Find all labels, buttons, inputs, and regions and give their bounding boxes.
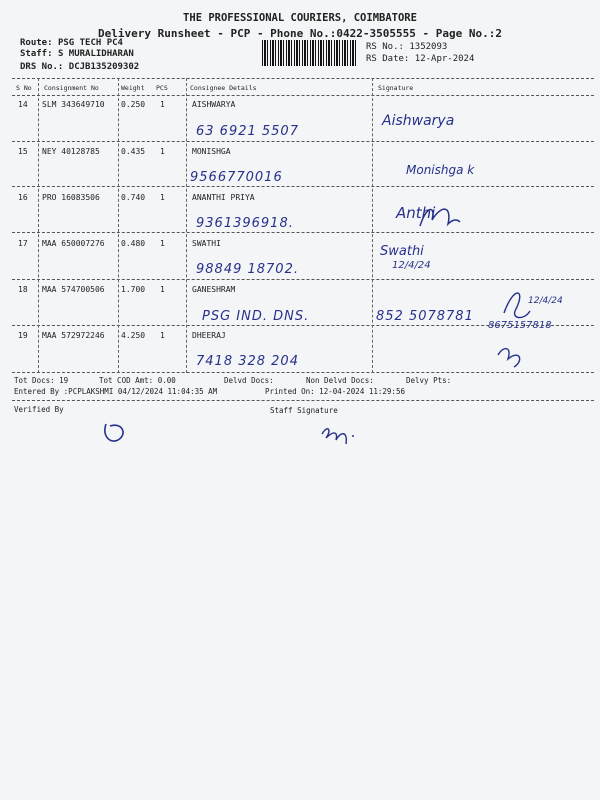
handwritten-date: 12/4/24 (392, 260, 431, 271)
handwritten-signature: Anthi (396, 204, 436, 222)
row-sno: 15 (18, 147, 28, 156)
row-weight: 0.250 (121, 100, 146, 109)
barcode (262, 40, 358, 66)
delivery-points: Delvy Pts: (406, 376, 452, 385)
delivered-docs: Delvd Docs: (224, 376, 274, 385)
row-consignment: PRO 16083506 (42, 193, 100, 202)
col-header-consignment: Consignment No (44, 84, 99, 92)
row-sno: 16 (18, 193, 28, 202)
staff-signature-scribble (318, 420, 364, 448)
row-weight: 0.480 (121, 239, 146, 248)
row-consignee: DHEERAJ (192, 331, 226, 340)
handwritten-phone: 9361396918. (196, 216, 294, 231)
company-title: THE PROFESSIONAL COURIERS, COIMBATORE (183, 12, 417, 24)
row-consignee: MONISHGA (192, 147, 231, 156)
signature-scribble (490, 285, 550, 375)
staff-line (20, 49, 134, 59)
staff-signature-label: Staff Signature (270, 406, 338, 415)
row-consignee: ANANTHI PRIYA (192, 193, 255, 202)
total-cod: Tot COD Amt: 0.00 (99, 376, 176, 385)
row-sno: 14 (18, 100, 28, 109)
total-docs: Tot Docs: 19 (14, 376, 69, 385)
row-pcs: 1 (160, 285, 165, 294)
rs-no-line (366, 42, 447, 52)
rs-date-label: RS Date: (366, 54, 410, 64)
row-divider (12, 141, 594, 142)
row-consignment: MAA 572972246 (42, 331, 105, 340)
col-header-pcs: PCS (156, 84, 168, 92)
row-consignment: NEY 40128785 (42, 147, 100, 156)
rs-no-label: RS No.: (366, 42, 404, 52)
row-sno: 19 (18, 331, 28, 340)
handwritten-phone: 9566770016 (190, 170, 283, 185)
row-consignment: SLM 343649710 (42, 100, 105, 109)
drs-label: DRS No.: (20, 62, 64, 72)
column-divider (38, 78, 39, 373)
row-sno: 18 (18, 285, 28, 294)
handwritten-address: PSG IND. DNS. (202, 309, 310, 324)
row-divider (12, 232, 594, 233)
drs-value: DCJB135209302 (68, 62, 140, 72)
row-weight: 1.700 (121, 285, 146, 294)
column-divider (118, 78, 119, 373)
handwritten-phone: 63 6921 5507 (196, 124, 299, 139)
handwritten-date: 12/4/24 (528, 296, 563, 306)
verified-by-signature (100, 418, 136, 446)
handwritten-signature: Aishwarya (382, 113, 455, 129)
row-consignee: SWATHI (192, 239, 221, 248)
row-weight: 0.435 (121, 147, 146, 156)
col-header-consignee: Consignee Details (190, 84, 257, 92)
rs-date-value: 12-Apr-2024 (414, 54, 475, 64)
footer-rule (12, 400, 594, 401)
row-sno: 17 (18, 239, 28, 248)
col-header-weight: Weight (121, 84, 145, 92)
row-consignee: GANESHRAM (192, 285, 236, 294)
col-header-signature: Signature (378, 84, 414, 92)
rs-date-line (366, 54, 474, 64)
drs-line (20, 62, 139, 72)
table-top-rule (12, 78, 594, 79)
verified-by-label: Verified By (14, 405, 64, 414)
runsheet-subtitle: Delivery Runsheet - PCP - Phone No.:0422-3505555 - Page No.:2 (98, 27, 502, 40)
row-consignment: MAA 574700506 (42, 285, 105, 294)
entered-by: Entered By :PCPLAKSHMI 04/12/2024 11:04:35 AM (14, 387, 218, 396)
rs-no-value: 1352093 (409, 42, 448, 52)
row-pcs: 1 (160, 239, 165, 248)
handwritten-signature: Monishga k (406, 163, 475, 177)
handwritten-signature: Swathi (380, 244, 424, 259)
row-consignment: MAA 650007276 (42, 239, 105, 248)
signature-scribble (418, 200, 462, 232)
route-label: Route: (20, 38, 53, 48)
row-pcs: 1 (160, 193, 165, 202)
route-line (20, 38, 123, 48)
handwritten-phone: 852 5078781 (376, 309, 474, 324)
row-pcs: 1 (160, 100, 165, 109)
row-pcs: 1 (160, 331, 165, 340)
route-value: PSG TECH PC4 (57, 38, 123, 48)
row-divider (12, 279, 594, 280)
header-rule (12, 95, 594, 96)
printed-on: Printed On: 12-04-2024 11:29:56 (265, 387, 405, 396)
row-pcs: 1 (160, 147, 165, 156)
row-divider (12, 186, 594, 187)
handwritten-phone: 7418 328 204 (196, 354, 299, 369)
handwritten-signature: 8675157818 (488, 320, 552, 331)
staff-label: Staff: (20, 49, 53, 59)
row-consignee: AISHWARYA (192, 100, 236, 109)
row-weight: 0.740 (121, 193, 146, 202)
column-divider (186, 78, 187, 373)
handwritten-phone: 98849 18702. (196, 262, 299, 277)
col-header-sno: S No (16, 84, 32, 92)
row-weight: 4.250 (121, 331, 146, 340)
column-divider (372, 78, 373, 373)
staff-value: S MURALIDHARAN (57, 49, 134, 59)
non-delivered-docs: Non Delvd Docs: (306, 376, 374, 385)
